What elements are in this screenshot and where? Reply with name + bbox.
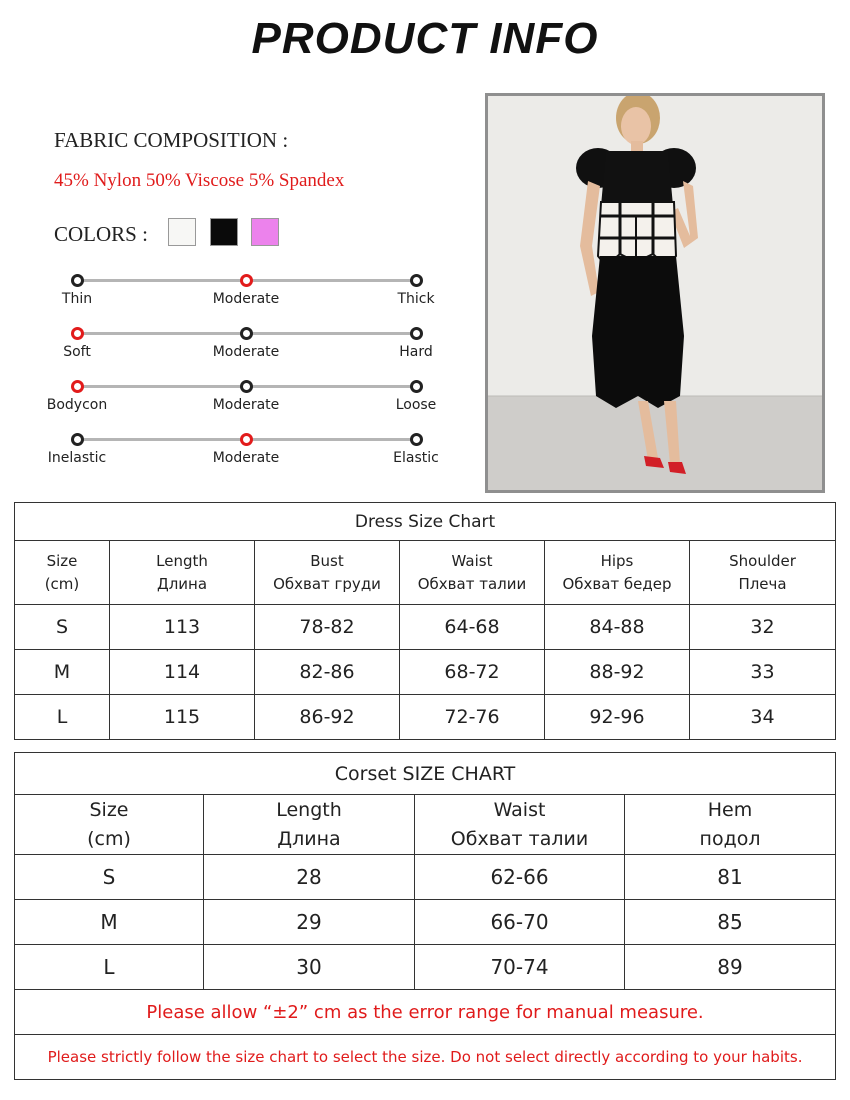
scale-dot bbox=[240, 327, 253, 340]
scale-label: Moderate bbox=[212, 397, 280, 413]
table-cell: 72-76 bbox=[400, 695, 545, 740]
table-cell: 33 bbox=[690, 650, 836, 695]
scale-label: Moderate bbox=[212, 291, 280, 307]
header-cell: Waist Обхват талии bbox=[400, 541, 545, 605]
scale-dot bbox=[240, 433, 253, 446]
table-cell: 34 bbox=[690, 695, 836, 740]
table-cell: L bbox=[15, 695, 110, 740]
table-cell: 78-82 bbox=[255, 605, 400, 650]
elasticity-scale bbox=[0, 429, 480, 479]
table-cell: 115 bbox=[110, 695, 255, 740]
table-row bbox=[15, 855, 836, 900]
scale-label: Loose bbox=[395, 397, 437, 413]
scale-label: Hard bbox=[399, 344, 433, 360]
header-cell: Hem подол bbox=[625, 795, 836, 855]
corset-size-chart bbox=[14, 752, 836, 1080]
corset-chart-title: Corset SIZE CHART bbox=[15, 753, 836, 795]
table-cell: 81 bbox=[625, 855, 836, 900]
scale-label: Inelastic bbox=[47, 450, 107, 466]
scale-dot bbox=[71, 433, 84, 446]
table-cell: 84-88 bbox=[545, 605, 690, 650]
scale-dot bbox=[240, 274, 253, 287]
table-cell: 114 bbox=[110, 650, 255, 695]
header-cell: Waist Обхват талии bbox=[415, 795, 625, 855]
dress-size-chart bbox=[14, 502, 836, 740]
color-swatch-violet[interactable] bbox=[251, 218, 279, 246]
table-cell: 86-92 bbox=[255, 695, 400, 740]
table-cell: 62-66 bbox=[415, 855, 625, 900]
scale-label: Thin bbox=[61, 291, 93, 307]
table-cell: 70-74 bbox=[415, 945, 625, 990]
model-illustration bbox=[488, 96, 822, 490]
header-cell: Size (cm) bbox=[15, 541, 110, 605]
table-cell: 113 bbox=[110, 605, 255, 650]
table-cell: S bbox=[15, 605, 110, 650]
softness-scale bbox=[0, 323, 480, 373]
error-range-note: Please allow “±2” cm as the error range for manual measure. bbox=[15, 990, 836, 1035]
table-cell: 68-72 bbox=[400, 650, 545, 695]
colors-label: COLORS : bbox=[54, 222, 148, 246]
color-swatch-black[interactable] bbox=[210, 218, 238, 246]
table-cell: 92-96 bbox=[545, 695, 690, 740]
scale-label: Moderate bbox=[212, 450, 280, 466]
scale-dot bbox=[240, 380, 253, 393]
table-cell: 64-68 bbox=[400, 605, 545, 650]
table-cell: S bbox=[15, 855, 204, 900]
header-cell: Size (cm) bbox=[15, 795, 204, 855]
table-cell: 88-92 bbox=[545, 650, 690, 695]
table-cell: L bbox=[15, 945, 204, 990]
scale-dot bbox=[410, 274, 423, 287]
scale-dot bbox=[410, 380, 423, 393]
header-cell: Length Длина bbox=[110, 541, 255, 605]
scale-label: Thick bbox=[397, 291, 435, 307]
page-title: PRODUCT INFO bbox=[251, 14, 599, 63]
scale-dot bbox=[71, 274, 84, 287]
table-row bbox=[15, 900, 836, 945]
header-cell: Length Длина bbox=[204, 795, 415, 855]
table-cell: 28 bbox=[204, 855, 415, 900]
table-cell: 85 bbox=[625, 900, 836, 945]
fit-scale bbox=[0, 376, 480, 426]
fabric-composition-label: FABRIC COMPOSITION : bbox=[54, 128, 289, 152]
scale-dot bbox=[410, 433, 423, 446]
scale-label: Bodycon bbox=[46, 397, 108, 413]
thickness-scale bbox=[0, 270, 480, 320]
table-row bbox=[15, 695, 836, 740]
scale-dot bbox=[71, 380, 84, 393]
table-row bbox=[15, 605, 836, 650]
size-advice-note: Please strictly follow the size chart to select the size. Do not select directly according to your habits. bbox=[15, 1035, 836, 1080]
table-cell: M bbox=[15, 900, 204, 945]
color-swatch-white[interactable] bbox=[168, 218, 196, 246]
table-cell: 29 bbox=[204, 900, 415, 945]
dress-chart-title: Dress Size Chart bbox=[15, 503, 836, 541]
table-row bbox=[15, 945, 836, 990]
table-cell: 82-86 bbox=[255, 650, 400, 695]
header-cell: Bust Обхват груди bbox=[255, 541, 400, 605]
scale-label: Soft bbox=[63, 344, 91, 360]
product-photo bbox=[485, 93, 825, 493]
fabric-composition-value: 45% Nylon 50% Viscose 5% Spandex bbox=[54, 170, 345, 191]
scale-label: Elastic bbox=[393, 450, 439, 466]
table-cell: 30 bbox=[204, 945, 415, 990]
scale-label: Moderate bbox=[212, 344, 280, 360]
table-row bbox=[15, 650, 836, 695]
scale-dot bbox=[71, 327, 84, 340]
table-cell: 32 bbox=[690, 605, 836, 650]
header-cell: Hips Обхват бедер bbox=[545, 541, 690, 605]
table-cell: 89 bbox=[625, 945, 836, 990]
table-cell: M bbox=[15, 650, 110, 695]
scale-dot bbox=[410, 327, 423, 340]
table-cell: 66-70 bbox=[415, 900, 625, 945]
header-cell: Shoulder Плеча bbox=[690, 541, 836, 605]
